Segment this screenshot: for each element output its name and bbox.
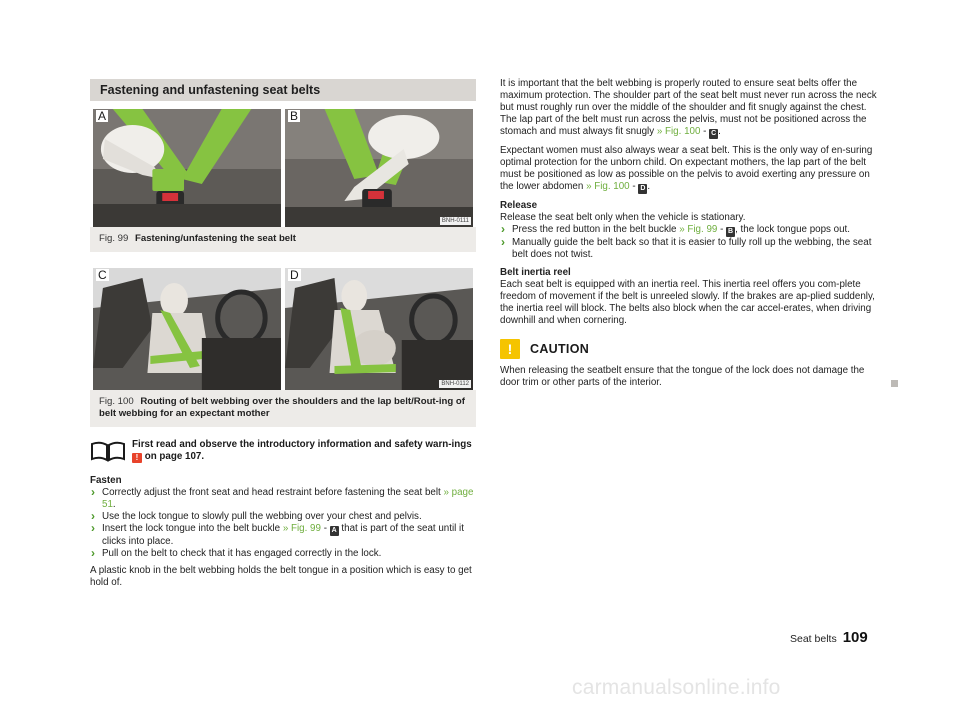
- photo-label-b: B: [290, 109, 299, 123]
- figure-99-title: Fastening/unfastening the seat belt: [135, 233, 296, 244]
- page-number: 109: [842, 629, 868, 646]
- figure-100-caption: [90, 390, 476, 427]
- fasten-step-4: › Pull on the belt to check that it has engaged correctly in the lock.: [90, 548, 476, 560]
- page-link[interactable]: » page 51: [102, 487, 474, 510]
- figure-99-code: BNH-0111: [441, 218, 469, 224]
- figure-100: [90, 260, 476, 427]
- caution-header: [500, 339, 884, 359]
- left-column: [90, 79, 476, 589]
- figure-100-photos: [90, 260, 476, 390]
- figure-key-c: C: [711, 130, 717, 137]
- photo-label-d: D: [290, 268, 299, 282]
- figure-100-title: Routing of belt webbing over the shoulders and the lap belt/Rout-ing of belt webbing for an expectant mother: [99, 396, 465, 419]
- fasten-step-2: › Use the lock tongue to slowly pull the webbing over your chest and pelvis.: [90, 511, 476, 523]
- note-text: First read and observe the introductory information and safety warn-ings: [132, 439, 472, 450]
- section-end-marker: [891, 380, 898, 387]
- release-step-2: › Manually guide the belt back so that it is easier to fully roll up the webbing, the seat belt does not twist.: [500, 237, 884, 261]
- figure-key-b: B: [728, 228, 734, 235]
- caution-box: [500, 365, 884, 389]
- photo-unfasten-belt: [285, 109, 473, 227]
- note-page-ref: on page 107.: [144, 451, 205, 462]
- caution-icon: !: [500, 339, 520, 359]
- right-column: [500, 78, 884, 389]
- fasten-heading: Fasten: [90, 475, 122, 486]
- figure-link[interactable]: » Fig. 100: [586, 181, 630, 192]
- inertia-section: [500, 267, 884, 327]
- photo-label-c: C: [98, 268, 107, 282]
- photo-belt-routing: [93, 268, 281, 390]
- fasten-section: [90, 475, 476, 589]
- release-steps: [500, 224, 884, 261]
- figure-99: [90, 101, 476, 252]
- photo-fasten-belt: [93, 109, 281, 227]
- watermark: carmanualsonline.info: [572, 676, 781, 699]
- fasten-step-1: › Correctly adjust the front seat and head restraint before fastening the seat belt » page 51.: [90, 487, 476, 511]
- photo-label-a: A: [98, 109, 107, 123]
- footer-chapter: Seat belts: [790, 633, 837, 645]
- routing-paragraph: It is important that the belt webbing is properly routed to ensure seat belts offer the maximum protection. The shoulder part of the seat belt must never run across the neck but must roughly run over the middle of the shoulder and fit snugly against the chest. The lap part of the belt must run across the pelvis, must not be positioned across the stomach and must always fit snugly » Fig. 100 - C .: [500, 78, 877, 137]
- release-intro: Release the seat belt only when the vehicle is stationary.: [500, 212, 746, 223]
- caution-text: When releasing the seatbelt ensure that the tongue of the lock does not damage the door trim or other parts of the interior.: [500, 365, 865, 388]
- figure-99-caption: [90, 227, 476, 252]
- figure-100-code: BNH-0112: [441, 381, 469, 387]
- fasten-steps: [90, 487, 476, 560]
- caution-title: CAUTION: [530, 342, 590, 356]
- expectant-paragraph: Expectant women must also always wear a seat belt. This is the only way of en-suring optimal protection for the unborn child. On expectant mothers, the lap part of the belt must be positioned as low as possible on the pelvis to avoid exerting any pressure on the lower abdomen » Fig. 100 - D .: [500, 145, 873, 192]
- release-section: [500, 200, 884, 261]
- figure-key-d: D: [640, 185, 646, 192]
- fasten-step-3: › Insert the lock tongue into the belt buckle » Fig. 99 - A that is part of the seat until it clicks into place.: [90, 523, 476, 548]
- release-heading: Release: [500, 200, 538, 211]
- section-title: Fastening and unfastening seat belts: [90, 79, 476, 101]
- figure-99-number: Fig. 99: [99, 233, 129, 244]
- inertia-heading: Belt inertia reel: [500, 267, 571, 278]
- figure-link[interactable]: » Fig. 99: [282, 523, 321, 534]
- release-step-1: › Press the red button in the belt buckle » Fig. 99 - B , the lock tongue pops out.: [500, 224, 884, 237]
- page-footer: [790, 629, 868, 646]
- plastic-knob-paragraph: A plastic knob in the belt webbing holds the belt tongue in a position which is easy to get hold of.: [90, 565, 472, 588]
- figure-link[interactable]: » Fig. 100: [656, 126, 701, 137]
- safety-note: [90, 439, 476, 463]
- book-icon: [90, 440, 126, 462]
- figure-99-photos: [90, 101, 476, 227]
- figure-link[interactable]: » Fig. 99: [679, 224, 718, 235]
- warning-icon: !: [132, 453, 142, 463]
- photo-belt-pregnant: [285, 268, 473, 390]
- figure-key-a: A: [331, 527, 337, 534]
- figure-100-number: Fig. 100: [99, 396, 134, 407]
- inertia-paragraph: Each seat belt is equipped with an inertia reel. This inertia reel offers you com-plete freedom of movement if the belt is unreeled slowly. If the brakes are ap-plied suddenly, the inertia reel will block. The belts also block when the car accel-erates, when driving downhill and when cornering.: [500, 279, 875, 326]
